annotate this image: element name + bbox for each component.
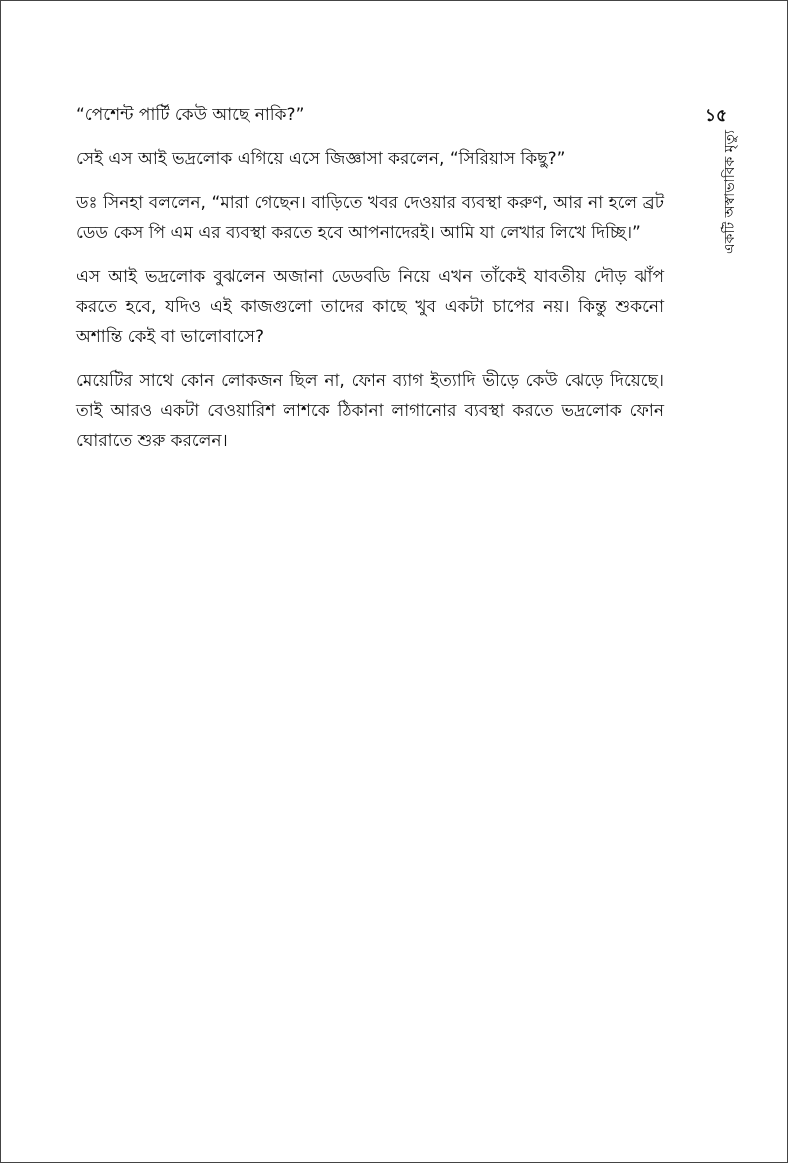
page-number: ১৫ (704, 106, 728, 126)
paragraph-si-asks: সেই এস আই ভদ্রলোক এগিয়ে এসে জিজ্ঞাসা করলেন, “সিরিয়াস কিছু?” (76, 149, 566, 169)
paragraph-si-understands: এস আই ভদ্রলোক বুঝলেন অজানা ডেডবডি নিয়ে এখন তাঁকেই যাবতীয় দৌড় ঝাঁপ করতে হবে, যদিও এই কাজগুলো তাদের কাছে খুব একটা চাপের নয়। কিন্তু শুকনো অশান্তি কেই বা ভালোবাসে? (76, 267, 664, 347)
book-title: একটি অস্বাভাবিক মৃত্যু (722, 129, 738, 254)
paragraph-girl-belongings: মেয়েটির সাথে কোন লোকজন ছিল না, ফোন ব্যাগ ইত্যাদি ভীড়ে কেউ ঝেড়ে দিয়েছে। তাই আরও একটা বেওয়ারিশ লাশকে ঠিকানা লাগানোর ব্যবস্থা করতে ভদ্রলোক ফোন ঘোরাতে শুরু করলেন। (76, 371, 664, 451)
paragraph-dr-sinha: ডঃ সিনহা বললেন, “মারা গেছেন। বাড়িতে খবর দেওয়ার ব্যবস্থা করুণ, আর না হলে ব্রট ডেড কেস পি এম এর ব্যবস্থা করতে হবে আপনাদেরই। আমি যা লেখার লিখে দিচ্ছি।” (76, 193, 664, 243)
body-text (76, 100, 664, 470)
running-head (692, 104, 740, 264)
paragraph-patient-party: “পেশেন্ট পার্টি কেউ আছে নাকি?” (76, 105, 305, 125)
